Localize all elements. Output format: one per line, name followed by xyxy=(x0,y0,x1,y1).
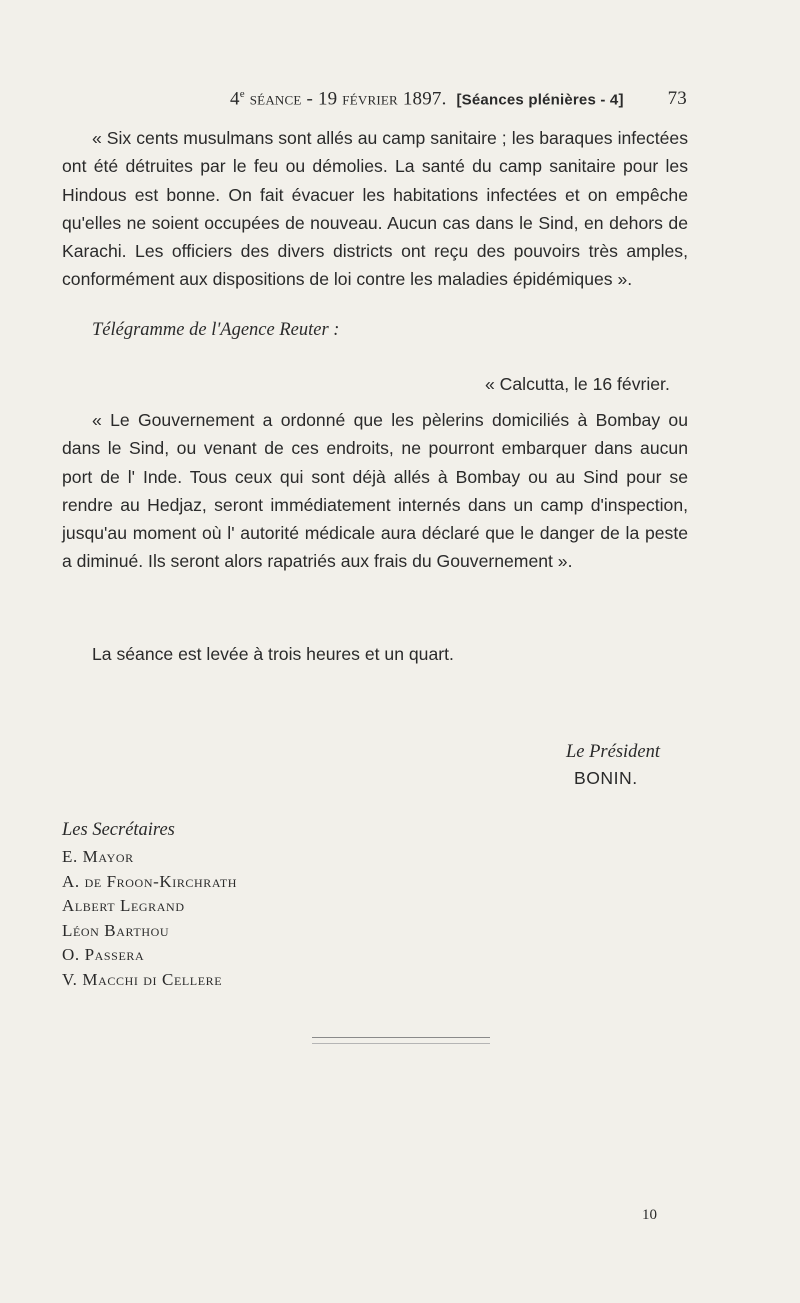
secretary-name: A. de Froon-Kirchrath xyxy=(62,871,238,891)
president-title: Le Président xyxy=(566,742,661,762)
divider-rule xyxy=(312,1037,490,1038)
secretary-name: O. Passera xyxy=(62,945,145,965)
header-date: 19 février 1897. xyxy=(317,88,447,110)
divider-rule xyxy=(312,1043,490,1044)
paragraph-telegram: « Le Gouvernement a ordonné que les pèlerins domiciliés à Bombay ou dans le Sind, ou venant de ces endroits, ne pourront embarquer dans aucun port de l' Inde. Tous ceux qui sont déjà allés à Bombay ou au Sind pour se rendre au Hedjaz, seront immédiatement internés dans un camp d'inspection, jusqu'au moment où l' autorité médicale aura déclaré que le danger de la peste a diminué. Ils seront alors rapatriés aux frais du Gouvernement ». xyxy=(62,410,688,572)
secretaries-title: Les Secrétaires xyxy=(62,820,175,840)
telegram-heading: Télégramme de l'Agence Reuter : xyxy=(92,320,340,340)
telegram-dateline: « Calcutta, le 16 février. xyxy=(485,374,670,394)
header-separator: - xyxy=(301,88,318,110)
seance-number: 4 xyxy=(230,88,240,110)
secretary-name: E. Mayor xyxy=(62,847,134,866)
secretary-name: V. Macchi di Cellere xyxy=(62,969,223,989)
seance-word: séance xyxy=(249,88,302,110)
seance-superscript: e xyxy=(239,88,245,100)
secretary-name: Albert Legrand xyxy=(62,896,185,916)
paragraph-camp-report: « Six cents musulmans sont allés au camp sanitaire ; les baraques infectées ont été détruites par le feu ou démolies. La santé du camp sanitaire pour les Hindous est bonne. On fait évacuer les habitations infectées et on empêche qu'elles ne soient occupées de nouveau. Aucun cas dans le Sind, en dehors de Karachi. Les officiers des divers districts ont reçu des pouvoirs très amples, conformément aux dispositions de loi contre les maladies épidémiques ». xyxy=(62,128,688,290)
page-number: 73 xyxy=(667,88,687,109)
sheet-number: 10 xyxy=(642,1207,657,1223)
closing-line: La séance est levée à trois heures et un quart. xyxy=(92,644,454,664)
president-name: BONIN. xyxy=(574,768,638,788)
running-header xyxy=(230,88,685,110)
secretary-name: Léon Barthou xyxy=(62,920,170,940)
secretaries-block xyxy=(62,820,237,993)
header-section: [Séances plénières - 4] xyxy=(456,91,624,109)
